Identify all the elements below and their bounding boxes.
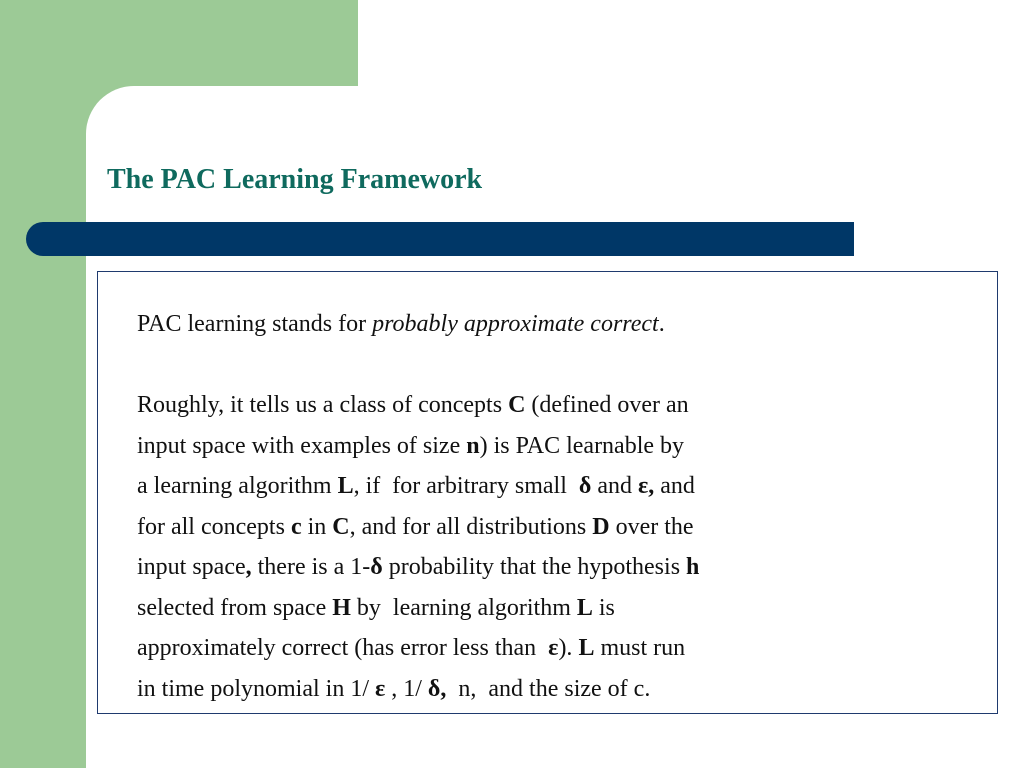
text-run: Roughly, it tells us a class of concepts [137, 392, 509, 418]
bold-term: L [337, 473, 354, 499]
decorative-green-band-left [0, 0, 86, 768]
slide-title: The PAC Learning Framework [107, 164, 483, 195]
bold-term: D [592, 513, 610, 540]
intro-prefix: PAC learning stands for [137, 311, 373, 337]
text-run: must run [594, 635, 686, 661]
text-run: input space with examples of size [137, 432, 467, 459]
slide-body [137, 304, 957, 709]
bold-term: ε [548, 635, 559, 661]
text-run: ) is PAC learnable by [479, 432, 685, 459]
bold-term: h [686, 554, 700, 580]
text-run: over the [609, 513, 694, 540]
text-run: is [592, 594, 615, 621]
bold-term: L [578, 635, 595, 661]
text-run: probability that the hypothesis [382, 554, 687, 580]
text-run: in time polynomial in 1/ [137, 675, 375, 702]
body-line [137, 588, 957, 629]
title-underline-bar [26, 222, 854, 256]
body-line [137, 426, 957, 467]
bold-term: C [332, 513, 350, 540]
intro-suffix: . [658, 311, 665, 337]
text-run: for all concepts [137, 513, 291, 540]
body-line [137, 385, 957, 426]
text-run: , if for arbitrary small [353, 473, 579, 499]
text-run: ). [558, 635, 579, 661]
intro-emphasis: probably approximate correct [372, 311, 659, 337]
bold-term: n [466, 432, 480, 459]
text-run: (defined over an [525, 392, 689, 418]
bold-term: ε [374, 675, 386, 702]
text-run: input space [137, 554, 246, 580]
text-run: n, and the size of c. [446, 675, 651, 702]
bold-term: H [332, 594, 351, 621]
bold-term: , [245, 554, 252, 580]
bold-term: ε, [638, 473, 655, 499]
text-run: and [654, 473, 695, 499]
text-run: , and for all distributions [349, 513, 593, 540]
bold-term: c [290, 513, 302, 540]
intro-paragraph [137, 304, 957, 345]
bold-term: L [576, 594, 593, 621]
text-run: approximately correct (has error less than [137, 635, 549, 661]
text-run: in [301, 513, 333, 540]
body-line [137, 507, 957, 548]
body-line [137, 669, 957, 710]
paragraph-gap [137, 345, 957, 386]
text-run: there is a 1- [251, 554, 371, 580]
text-run: , 1/ [385, 675, 428, 702]
body-line [137, 628, 957, 669]
bold-term: C [508, 392, 526, 418]
text-run: a learning algorithm [137, 473, 338, 499]
bold-term: δ, [427, 675, 447, 702]
definition-paragraph [137, 385, 957, 709]
bold-term: δ [578, 473, 592, 499]
body-line [137, 547, 957, 588]
text-run: and [591, 473, 639, 499]
text-run: selected from space [137, 594, 333, 621]
text-run: by learning algorithm [350, 594, 577, 621]
bold-term: δ [370, 554, 383, 580]
body-line [137, 466, 957, 507]
